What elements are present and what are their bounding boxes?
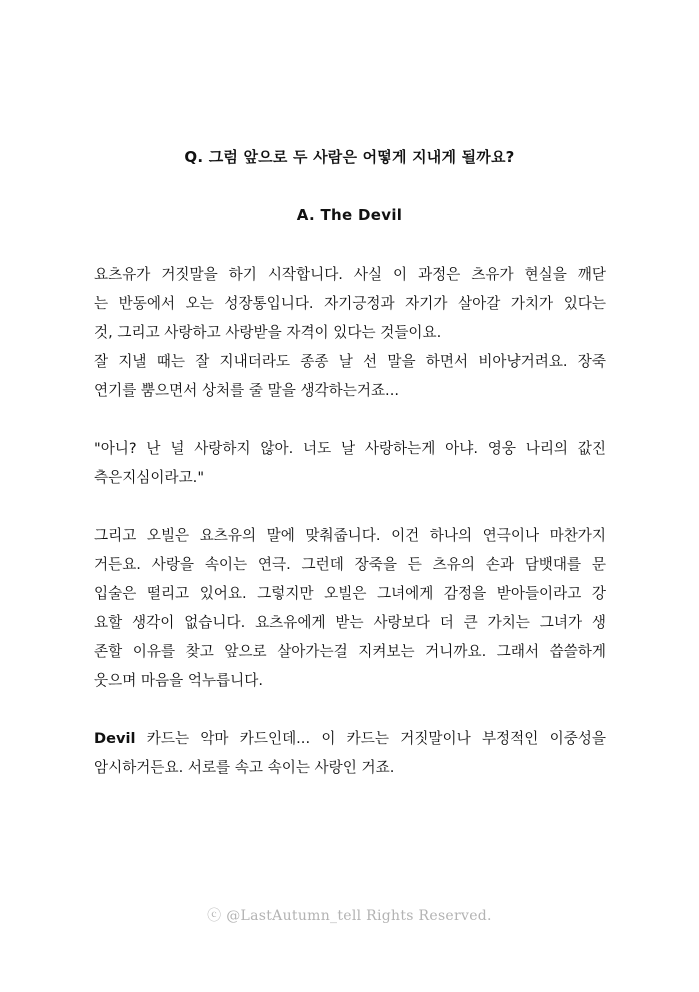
paragraph-3-line-6: 웃으며 마음을 억누릅니다. [94,672,263,689]
paragraph-3-line-3: 입술은 떨리고 있어요. 그렇지만 오빌은 그녀에게 감정을 받아들이라고 강 [94,585,606,602]
paragraph-1-line-4: 잘 지낼 때는 잘 지내더라도 종종 날 선 말을 하면서 비아냥거려요. 장죽 [94,353,606,370]
devil-word: Devil [94,730,136,747]
paragraph-1-line-3: 것, 그리고 사랑하고 사랑받을 자격이 있다는 것들이요. [94,324,442,341]
copyright-footer: ⓒ @LastAutumn_tell Rights Reserved. [207,908,492,924]
paragraph-gap [94,492,606,521]
paragraph-4-line-2: 암시하거든요. 서로를 속고 속이는 사랑인 거죠. [94,759,395,776]
paragraph-gap [94,695,606,724]
paragraph-1-line-2: 는 반동에서 오는 성장통입니다. 자기긍정과 자기가 살아갈 가치가 있다는 [94,295,606,312]
quote-line-1: "아니? 난 널 사랑하지 않아. 너도 날 사랑하는게 아냐. 영웅 나리의 값진 [94,440,606,457]
body-text [94,260,606,782]
question-heading: Q. 그럼 앞으로 두 사람은 어떻게 지내게 될까요? [184,148,515,166]
paragraph-gap [94,405,606,434]
paragraph-3-line-2: 거든요. 사랑을 속이는 연극. 그런데 장죽을 든 츠유의 손과 담뱃대를 문 [94,556,606,573]
paragraph-3-line-4: 요할 생각이 없습니다. 요츠유에게 받는 사랑보다 더 큰 가치는 그녀가 생 [94,614,606,631]
quote-line-2: 측은지심이라고." [94,469,205,486]
paragraph-1-line-1: 요츠유가 거짓말을 하기 시작합니다. 사실 이 과정은 츠유가 현실을 깨닫 [94,266,606,283]
paragraph-3-line-5: 존할 이유를 찾고 앞으로 살아가는걸 지켜보는 거니까요. 그래서 씁쓸하게 [94,643,606,660]
answer-heading: A. The Devil [296,206,403,224]
paragraph-4-line-1: Devil 카드는 악마 카드인데... 이 카드는 거짓말이나 부정적인 이중성을 [94,730,606,747]
paragraph-3-line-1: 그리고 오빌은 요츠유의 말에 맞춰줍니다. 이건 하나의 연극이나 마찬가지 [94,527,606,544]
paragraph-1-line-5: 연기를 뿜으면서 상처를 줄 말을 생각하는거죠... [94,382,399,399]
